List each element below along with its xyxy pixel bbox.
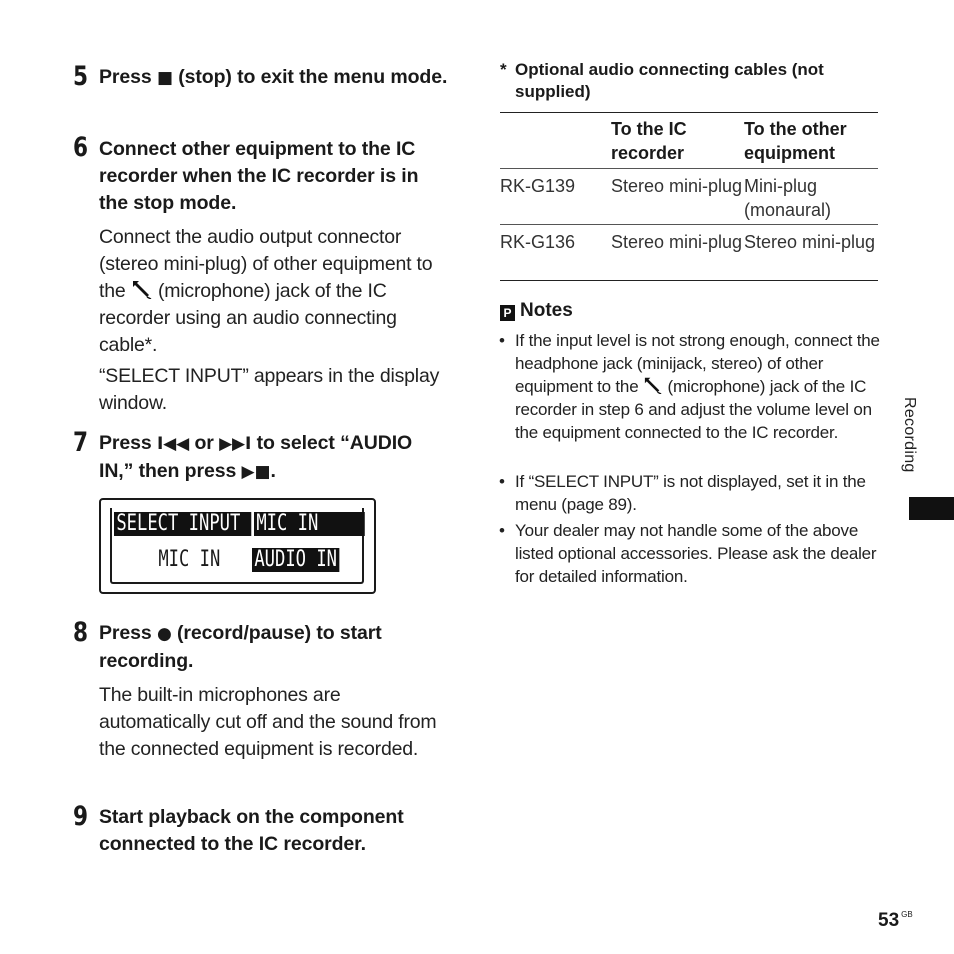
display-current-value: MIC IN (254, 512, 365, 536)
note-item: • If “SELECT INPUT” is not displayed, set it in the menu (page 89). (499, 472, 866, 514)
notes-icon: P (500, 305, 515, 321)
record-icon: ● (156, 624, 172, 644)
display-label: SELECT INPUT (114, 512, 251, 536)
step-6-body: Connect the audio output connector (stereo mini-plug) of other equipment to the (microphone) jack of the IC recorder using an audio connecting cable*. (99, 226, 433, 356)
step-9-title: Start playback on the component connected to the IC recorder. (99, 806, 404, 855)
table-cell: Mini-plug (monaural) (744, 176, 832, 220)
section-tab-label: Recording (901, 397, 918, 473)
step-9-number: 9 (73, 801, 89, 832)
page-number: 53 $^{GB}$ (878, 910, 913, 931)
step-6-number: 6 (73, 132, 89, 163)
step-7-title: Press I◀◀ or ▶▶I to select “AUDIO IN,” then press ▶■. (99, 432, 413, 482)
table-header-cell: To the IC recorder (611, 119, 687, 163)
step-5-title: Press ■ (stop) to exit the menu mode. (99, 66, 448, 88)
table-cell: RK-G136 (500, 232, 576, 252)
cables-table (500, 112, 878, 281)
note-item: • If the input level is not strong enough, connect the headphone jack (minijack, stereo) of other equipment to the (microphone) jack of the IC recorder in step 6 and adjust the volume level on the equipment connected to the IC recorder. (499, 331, 880, 442)
step-6-title: Connect other equipment to the IC recorder when the IC recorder is in the stop mode. (99, 138, 419, 214)
step-8-number: 8 (73, 617, 89, 648)
display-option-audio-in: AUDIO IN (252, 548, 339, 572)
footnote-text: Optional audio connecting cables (not supplied) (515, 60, 824, 101)
step-7-number: 7 (73, 427, 89, 458)
section-tab-marker (909, 497, 954, 520)
microphone-icon (131, 279, 153, 299)
step-8-body: The built-in microphones are automatically cut off and the sound from the connected equipment is recorded. (99, 684, 437, 760)
table-row (500, 225, 878, 281)
table-cell: Stereo mini-plug (611, 232, 743, 252)
table-row (500, 169, 878, 225)
stop-icon: ■ (156, 68, 173, 88)
microphone-icon (643, 376, 663, 394)
play-stop-icon: ▶■ (241, 462, 271, 482)
table-header-cell: To the other equipment (744, 119, 847, 163)
table-cell: Stereo mini-plug (611, 176, 743, 196)
display-window (99, 498, 376, 594)
step-8-title: Press ● (record/pause) to start recording. (99, 622, 382, 672)
next-icon: ▶▶I (219, 434, 252, 454)
table-header-cell (500, 113, 611, 169)
step-5-number: 5 (73, 61, 89, 92)
previous-icon: I◀◀ (156, 434, 190, 454)
footnote-asterisk: * (500, 60, 507, 79)
table-cell: Stereo mini-plug (744, 232, 876, 252)
table-header-row (500, 113, 878, 169)
step-6-note: “SELECT INPUT” appears in the display window. (99, 365, 440, 414)
note-item: • Your dealer may not handle some of the above listed optional accessories. Please ask the dealer for detailed information. (499, 521, 877, 586)
display-option-mic-in: MIC IN (158, 547, 221, 572)
table-cell: RK-G139 (500, 176, 576, 196)
notes-heading: P Notes (500, 300, 573, 322)
